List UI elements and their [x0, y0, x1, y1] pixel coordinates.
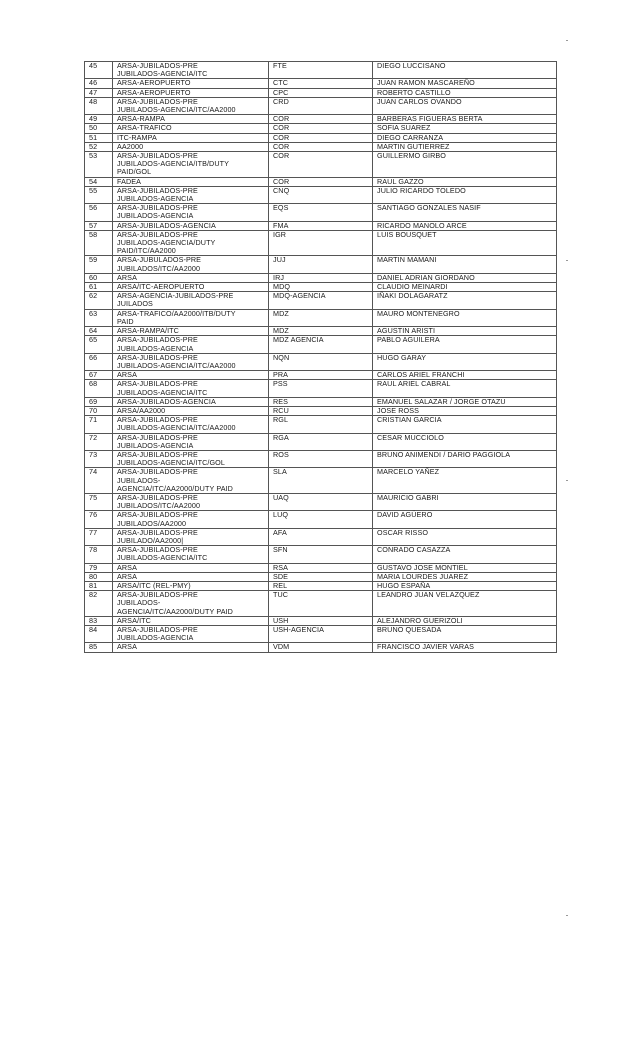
row-name: DIEGO LUCCISANO — [373, 62, 557, 79]
table-row — [85, 88, 557, 97]
row-name: MAURICIO GABRI — [373, 493, 557, 510]
row-number: 47 — [85, 88, 113, 97]
row-code: MDQ — [269, 283, 373, 292]
row-code: CPC — [269, 88, 373, 97]
table-row — [85, 97, 557, 114]
row-number: 50 — [85, 124, 113, 133]
table-row — [85, 563, 557, 572]
row-code: UAQ — [269, 493, 373, 510]
row-name: JUAN CARLOS OVANDO — [373, 97, 557, 114]
row-area: ARSA — [113, 273, 269, 282]
row-name: HUGO ESPAÑA — [373, 581, 557, 590]
row-number: 46 — [85, 79, 113, 88]
table-row — [85, 626, 557, 643]
row-area: ARSA — [113, 563, 269, 572]
row-code: SDE — [269, 572, 373, 581]
row-area: ARSA-RAMPA/ITC — [113, 327, 269, 336]
row-name: JOSE ROSS — [373, 406, 557, 415]
row-name: MARTIN GUTIERREZ — [373, 142, 557, 151]
row-code: IRJ — [269, 273, 373, 282]
row-area: ARSA/ITC (REL-PMY) — [113, 581, 269, 590]
row-number: 80 — [85, 572, 113, 581]
row-name: DAVID AGÜERO — [373, 511, 557, 528]
row-area: ARSA — [113, 643, 269, 652]
table-row — [85, 256, 557, 273]
table-row — [85, 133, 557, 142]
table-row — [85, 79, 557, 88]
row-number: 63 — [85, 309, 113, 326]
row-number: 69 — [85, 397, 113, 406]
table-row — [85, 230, 557, 256]
scan-speck — [566, 40, 568, 41]
delegates-table — [84, 61, 557, 653]
table-row — [85, 204, 557, 221]
row-code: CNQ — [269, 186, 373, 203]
row-area: ARSA-JUBILADOS-PRE JUBILADOS-AGENCIA/ITC/AA2000 — [113, 416, 269, 433]
row-name: GUSTAVO JOSE MONTIEL — [373, 563, 557, 572]
row-number: 67 — [85, 371, 113, 380]
row-name: CONRADO CASAZZA — [373, 546, 557, 563]
row-number: 68 — [85, 380, 113, 397]
row-number: 75 — [85, 493, 113, 510]
scan-speck — [566, 480, 568, 481]
row-area: ARSA-JUBILADOS-PRE JUBILADOS-AGENCIA/ITB/DUTY PAID/GOL — [113, 152, 269, 178]
row-area: ARSA-AEROPUERTO — [113, 88, 269, 97]
row-code: ROS — [269, 450, 373, 467]
row-code: RCU — [269, 406, 373, 415]
row-number: 84 — [85, 626, 113, 643]
row-code: PSS — [269, 380, 373, 397]
row-name: MARCELO YAÑEZ — [373, 468, 557, 494]
row-code: COR — [269, 133, 373, 142]
row-code: COR — [269, 124, 373, 133]
row-code: MDZ — [269, 309, 373, 326]
row-number: 59 — [85, 256, 113, 273]
row-name: IÑAKI DOLAGARATZ — [373, 292, 557, 309]
row-area: ARSA-JUBILADOS-PRE JUBILADOS-AGENCIA/ITC/AA2000 — [113, 353, 269, 370]
row-number: 66 — [85, 353, 113, 370]
table-row — [85, 177, 557, 186]
row-name: DANIEL ADRIAN GIORDANO — [373, 273, 557, 282]
table-row — [85, 591, 557, 617]
row-number: 83 — [85, 616, 113, 625]
row-number: 65 — [85, 336, 113, 353]
row-number: 71 — [85, 416, 113, 433]
row-code: FMA — [269, 221, 373, 230]
table-row — [85, 528, 557, 545]
scan-speck — [566, 260, 568, 261]
row-area: ARSA-JUBILADOS-PRE JUBILADOS-AGENCIA/ITC/AA2000 — [113, 97, 269, 114]
row-code: USH — [269, 616, 373, 625]
row-code: CRD — [269, 97, 373, 114]
row-code: FTE — [269, 62, 373, 79]
row-code: JUJ — [269, 256, 373, 273]
row-name: SOFIA SUAREZ — [373, 124, 557, 133]
row-code: RSA — [269, 563, 373, 572]
row-name: JULIO RICARDO TOLEDO — [373, 186, 557, 203]
row-code: NQN — [269, 353, 373, 370]
row-name: CESAR MUCCIOLO — [373, 433, 557, 450]
row-name: MARIA LOURDES JUAREZ — [373, 572, 557, 581]
row-area: ARSA-JUBILADOS-PRE JUBILADOS-AGENCIA — [113, 626, 269, 643]
row-area: ARSA-JUBILADOS-PRE JUBILADOS/AA2000 — [113, 511, 269, 528]
table-body — [85, 62, 557, 653]
row-number: 48 — [85, 97, 113, 114]
row-code: SLA — [269, 468, 373, 494]
row-area: ARSA-JUBILADOS-PRE JUBILADOS-AGENCIA/ITC — [113, 62, 269, 79]
row-name: ROBERTO CASTILLO — [373, 88, 557, 97]
row-number: 72 — [85, 433, 113, 450]
row-area: ARSA-JUBILADOS-AGENCIA — [113, 397, 269, 406]
row-number: 53 — [85, 152, 113, 178]
row-number: 73 — [85, 450, 113, 467]
row-area: ARSA-JUBILADOS-PRE JUBILADOS-AGENCIA — [113, 204, 269, 221]
row-code: RGL — [269, 416, 373, 433]
table-row — [85, 221, 557, 230]
row-name: BRUNO QUESADA — [373, 626, 557, 643]
row-name: CLAUDIO MEINARDI — [373, 283, 557, 292]
row-name: HUGO GARAY — [373, 353, 557, 370]
row-number: 74 — [85, 468, 113, 494]
row-name: AGUSTIN ARISTI — [373, 327, 557, 336]
row-name: EMANUEL SALAZAR / JORGE OTAZU — [373, 397, 557, 406]
row-area: ARSA-JUBILADOS-PRE JUBILADOS- AGENCIA/ITC/AA2000/DUTY PAID — [113, 591, 269, 617]
table-row — [85, 309, 557, 326]
row-area: AA2000 — [113, 142, 269, 151]
row-area: ARSA/ITC-AEROPUERTO — [113, 283, 269, 292]
row-number: 60 — [85, 273, 113, 282]
row-number: 58 — [85, 230, 113, 256]
row-area: ARSA-JUBILADOS-PRE JUBILADOS-AGENCIA/DUTY PAID/ITC/AA2000 — [113, 230, 269, 256]
row-area: ARSA-JUBILADOS-PRE JUBILADOS-AGENCIA — [113, 186, 269, 203]
table-row — [85, 468, 557, 494]
row-area: ARSA-JUBILADOS-PRE JUBILADO/AA2000| — [113, 528, 269, 545]
row-number: 54 — [85, 177, 113, 186]
table-row — [85, 292, 557, 309]
row-area: ARSA — [113, 572, 269, 581]
table-row — [85, 450, 557, 467]
row-number: 70 — [85, 406, 113, 415]
row-name: DIEGO CARRANZA — [373, 133, 557, 142]
row-code: CTC — [269, 79, 373, 88]
row-number: 49 — [85, 115, 113, 124]
row-code: MDZ AGENCIA — [269, 336, 373, 353]
row-name: ALEJANDRO GUERIZOLI — [373, 616, 557, 625]
row-name: FRANCISCO JAVIER VARAS — [373, 643, 557, 652]
row-area: ARSA-JUBILADOS-PRE JUBILADOS-AGENCIA — [113, 433, 269, 450]
table-row — [85, 433, 557, 450]
row-code: VDM — [269, 643, 373, 652]
row-code: IGR — [269, 230, 373, 256]
row-name: SANTIAGO GONZALES NASIF — [373, 204, 557, 221]
row-number: 77 — [85, 528, 113, 545]
row-area: ARSA-JUBILADOS-AGENCIA — [113, 221, 269, 230]
scan-speck — [566, 915, 568, 916]
row-name: RAUL ARIEL CABRAL — [373, 380, 557, 397]
table-row — [85, 124, 557, 133]
row-number: 52 — [85, 142, 113, 151]
table-row — [85, 380, 557, 397]
row-area: ARSA-TRAFICO/AA2000/ITB/DUTY PAID — [113, 309, 269, 326]
table-row — [85, 416, 557, 433]
row-area: ARSA/AA2000 — [113, 406, 269, 415]
row-code: COR — [269, 142, 373, 151]
row-number: 57 — [85, 221, 113, 230]
row-name: BARBERAS FIGUERAS BERTA — [373, 115, 557, 124]
row-code: LUQ — [269, 511, 373, 528]
row-code: SFN — [269, 546, 373, 563]
row-area: ARSA-JUBILADOS-PRE JUBILADOS-AGENCIA/ITC/GOL — [113, 450, 269, 467]
row-number: 62 — [85, 292, 113, 309]
row-code: AFA — [269, 528, 373, 545]
scanned-page — [84, 61, 556, 653]
row-name: LEANDRO JUAN VELAZQUEZ — [373, 591, 557, 617]
row-code: EQS — [269, 204, 373, 221]
row-code: COR — [269, 152, 373, 178]
table-row — [85, 336, 557, 353]
row-area: ARSA-JUBILADOS-PRE JUBILADOS- AGENCIA/ITC/AA2000/DUTY PAID — [113, 468, 269, 494]
row-code: MDQ-AGENCIA — [269, 292, 373, 309]
table-row — [85, 546, 557, 563]
row-number: 61 — [85, 283, 113, 292]
row-number: 64 — [85, 327, 113, 336]
row-area: FADEA — [113, 177, 269, 186]
row-area: ARSA-AEROPUERTO — [113, 79, 269, 88]
table-row — [85, 643, 557, 652]
table-row — [85, 186, 557, 203]
row-name: MAURO MONTENEGRO — [373, 309, 557, 326]
row-name: RICARDO MANOLO ARCE — [373, 221, 557, 230]
row-area: ITC-RAMPA — [113, 133, 269, 142]
table-row — [85, 493, 557, 510]
row-code: COR — [269, 115, 373, 124]
row-code: REL — [269, 581, 373, 590]
row-code: USH-AGENCIA — [269, 626, 373, 643]
row-area: ARSA — [113, 371, 269, 380]
row-number: 79 — [85, 563, 113, 572]
row-number: 85 — [85, 643, 113, 652]
row-area: ARSA-JUBULADOS-PRE JUBILADOS/ITC/AA2000 — [113, 256, 269, 273]
table-row — [85, 62, 557, 79]
row-number: 76 — [85, 511, 113, 528]
row-area: ARSA/ITC — [113, 616, 269, 625]
row-name: OSCAR RISSO — [373, 528, 557, 545]
row-number: 51 — [85, 133, 113, 142]
table-row — [85, 353, 557, 370]
row-name: MARTIN MAMANI — [373, 256, 557, 273]
row-code: TUC — [269, 591, 373, 617]
row-number: 56 — [85, 204, 113, 221]
row-name: JUAN RAMON MASCAREÑO — [373, 79, 557, 88]
row-code: RES — [269, 397, 373, 406]
row-area: ARSA-JUBILADOS-PRE JUBILADOS/ITC/AA2000 — [113, 493, 269, 510]
row-number: 78 — [85, 546, 113, 563]
row-code: COR — [269, 177, 373, 186]
table-row — [85, 511, 557, 528]
row-area: ARSA-JUBILADOS-PRE JUBILADOS-AGENCIA/ITC — [113, 546, 269, 563]
row-number: 81 — [85, 581, 113, 590]
table-row — [85, 152, 557, 178]
row-number: 82 — [85, 591, 113, 617]
row-code: RGA — [269, 433, 373, 450]
row-name: LUIS BOUSQUET — [373, 230, 557, 256]
row-name: PABLO AGUILERA — [373, 336, 557, 353]
row-number: 45 — [85, 62, 113, 79]
row-area: ARSA-TRAFICO — [113, 124, 269, 133]
row-area: ARSA-RAMPA — [113, 115, 269, 124]
row-area: ARSA-AGENCIA-JUBILADOS-PRE JUILADOS — [113, 292, 269, 309]
row-name: CRISTIAN GARCIA — [373, 416, 557, 433]
row-area: ARSA-JUBILADOS-PRE JUBILADOS-AGENCIA — [113, 336, 269, 353]
row-name: CARLOS ARIEL FRANCHI — [373, 371, 557, 380]
row-code: PRA — [269, 371, 373, 380]
row-number: 55 — [85, 186, 113, 203]
row-area: ARSA-JUBILADOS-PRE JUBILADOS-AGENCIA/ITC — [113, 380, 269, 397]
row-name: BRUNO ANIMENDI / DARIO PAGGIOLA — [373, 450, 557, 467]
row-code: MDZ — [269, 327, 373, 336]
row-name: GUILLERMO GIRBO — [373, 152, 557, 178]
row-name: RAUL GAZZO — [373, 177, 557, 186]
